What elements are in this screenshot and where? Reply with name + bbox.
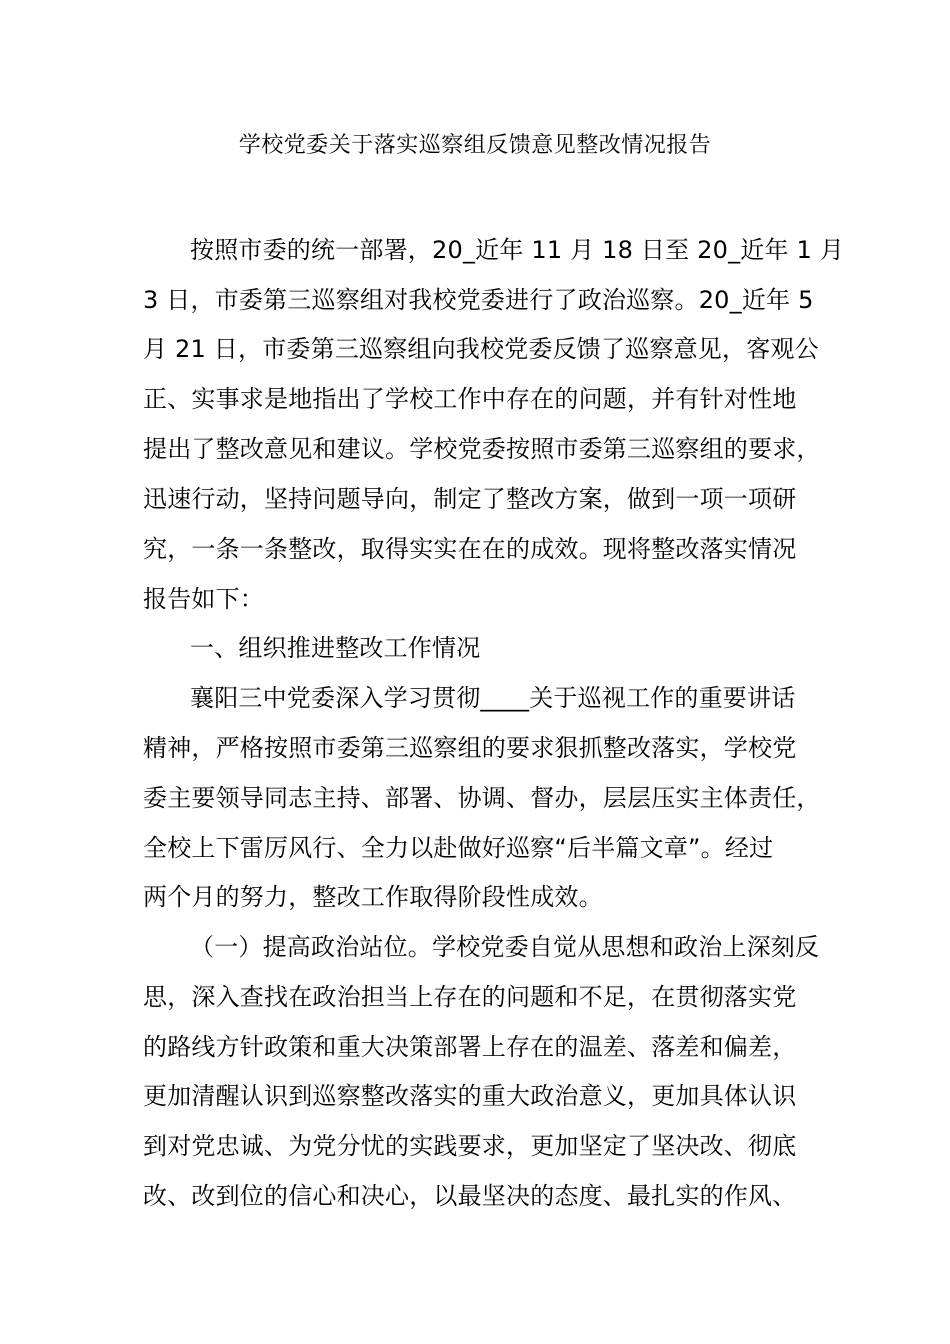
paragraph-line: 更加清醒认识到巡察整改落实的重大政治意义，更加具体认识 [143,1082,797,1110]
document-title: 学校党委关于落实巡察组反馈意见整改情况报告 [238,133,712,158]
paragraph-line: 思，深入查找在政治担当上存在的问题和不足，在贯彻落实党 [143,983,797,1011]
paragraph-line: 精神，严格按照市委第三巡察组的要求狠抓整改落实，学校党 [143,734,797,762]
paragraph-line: 按照市委的统一部署，20_近年 11 月 18 日至 20_近年 1 月 [190,236,845,264]
paragraph-line: 到对党忠诚、为党分忧的实践要求，更加坚定了坚决改、彻底 [143,1132,797,1160]
paragraph-line: 两个月的努力，整改工作取得阶段性成效。 [143,883,603,911]
paragraph-line: 全校上下雷厉风行、全力以赴做好巡察“后半篇文章”。经过 [143,834,774,862]
paragraph-line: 的路线方针政策和重大决策部署上存在的温差、落差和偏差， [143,1033,797,1061]
paragraph-line: （一）提高政治站位。学校党委自觉从思想和政治上深刻反 [190,933,820,961]
section-heading: 一、组织推进整改工作情况 [190,634,481,662]
paragraph-line: 正、实事求是地指出了学校工作中存在的问题，并有针对性地 [143,385,797,413]
paragraph-line: 提出了整改意见和建议。学校党委按照市委第三巡察组的要求， [143,435,821,463]
paragraph-line: 委主要领导同志主持、部署、协调、督办，层层压实主体责任， [143,784,821,812]
paragraph-line: 月 21 日，市委第三巡察组向我校党委反馈了巡察意见，客观公 [143,335,819,363]
paragraph-line: 究，一条一条整改，取得实实在在的成效。现将整改落实情况 [143,535,797,563]
paragraph-line: 改、改到位的信心和决心，以最坚决的态度、最扎实的作风、 [143,1182,797,1210]
paragraph-line: 迅速行动，坚持问题导向，制定了整改方案，做到一项一项研 [143,485,797,513]
paragraph-line: 3 日，市委第三巡察组对我校党委进行了政治巡察。20_近年 5 [143,286,814,314]
paragraph-line: 报告如下： [143,585,264,613]
paragraph-line: 襄阳三中党委深入学习贯彻____关于巡视工作的重要讲话 [190,684,796,712]
